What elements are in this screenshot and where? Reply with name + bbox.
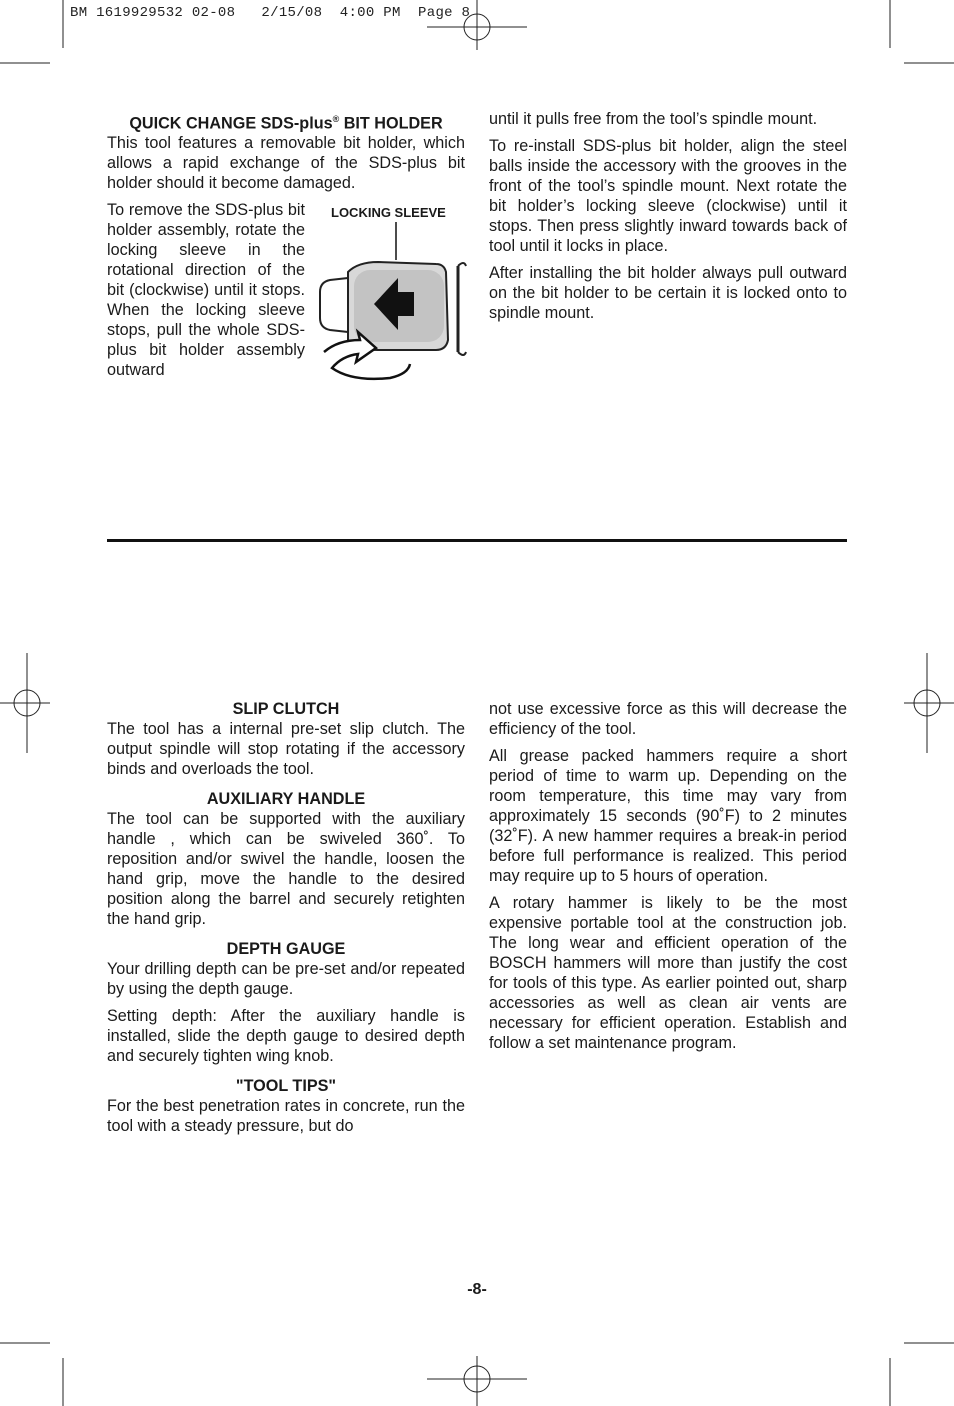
quick-change-heading: QUICK CHANGE SDS-plus® BIT HOLDER	[129, 114, 443, 133]
quick-change-intro: This tool features a removable bit holder, which allows a rapid exchange of the SDS-plus bit holder should it become damaged.	[107, 134, 465, 193]
auxiliary-handle-heading: AUXILIARY HANDLE	[206, 790, 366, 808]
reinstall-p3: After installing the bit holder always pull outward on the bit holder to be certain it is locked onto to spindle mount.	[489, 264, 847, 322]
tool-tips-continued	[489, 699, 847, 1060]
print-slug-line: BM 1619929532 02-08 2/15/08 4:00 PM Page 8	[70, 5, 471, 21]
depth-gauge-heading: DEPTH GAUGE	[226, 940, 346, 958]
reinstall-section	[489, 109, 847, 330]
tips-p1: not use excessive force as this will decrease the efficiency of the tool.	[489, 700, 847, 738]
depth-gauge-text-2: Setting depth: After the auxiliary handle is installed, slide the depth gauge to desired depth and securely tighten wing knob.	[107, 1007, 465, 1065]
page-number: -8-	[467, 1281, 487, 1298]
features-section	[107, 699, 465, 1143]
quick-change-wrap-text: To remove the SDS-plus bit holder assembly, rotate the locking sleeve in the rotational direction of the bit (clockwise) until it stops. When the locking sleeve stops, pull the whole SDS-plus bit holder assembly outward	[107, 201, 305, 380]
auxiliary-handle-text: The tool can be supported with the auxiliary handle , which can be swiveled 360˚. To reposition and/or swivel the handle, loosen the hand grip, move the handle to the desired position along the barrel and securely retighten the hand grip.	[107, 810, 465, 928]
tips-p2: All grease packed hammers require a short period of time to warm up. Depending on the room temperature, this time may vary from approximately 15 seconds (90˚F) to 2 minutes (32˚F). A new hammer requires a break-in period before full performance is realized. This period may require up to 5 hours of operation.	[489, 747, 847, 885]
depth-gauge-text-1: Your drilling depth can be pre-set and/or repeated by using the depth gauge.	[107, 960, 465, 998]
reinstall-p1: until it pulls free from the tool’s spindle mount.	[489, 110, 818, 128]
locking-sleeve-figure	[318, 200, 468, 385]
tips-p3: A rotary hammer is likely to be the most expensive portable tool at the construction job. The long wear and efficient operation of the BOSCH hammers will more than justify the cost for tools of this type. As earlier pointed out, sharp accessories as well as clean air vents are necessary for efficient operation. Establish and follow a set maintenance program.	[489, 894, 847, 1052]
reinstall-p2: To re-install SDS-plus bit holder, align the steel balls inside the accessory with the grooves in the front of the tool’s spindle mount. Next rotate the bit holder’s locking sleeve (clockwise) until it stops. Then press slightly inward towards back of tool until it locks in place.	[489, 137, 847, 255]
bit-holder-illustration	[318, 200, 468, 385]
slip-clutch-text: The tool has a internal pre-set slip clutch. The output spindle will stop rotating if the accessory binds and overloads the tool.	[107, 720, 465, 778]
tool-tips-heading: "TOOL TIPS"	[235, 1077, 337, 1095]
section-divider	[107, 539, 847, 542]
slip-clutch-heading: SLIP CLUTCH	[232, 700, 340, 718]
locking-sleeve-label: LOCKING SLEEVE	[331, 205, 446, 220]
tool-tips-text: For the best penetration rates in concrete, run the tool with a steady pressure, but do	[107, 1097, 465, 1135]
